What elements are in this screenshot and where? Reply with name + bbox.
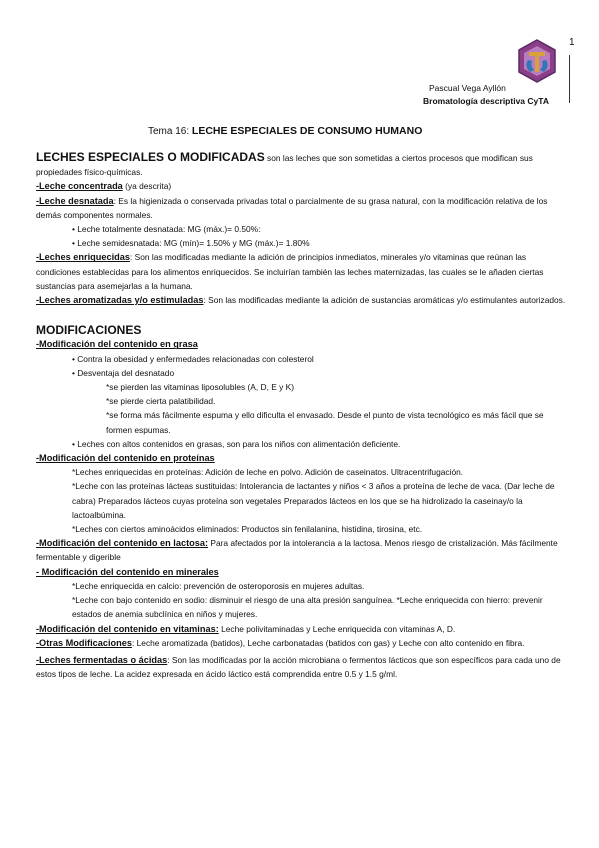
type-label: -Leches enriquecidas (36, 252, 130, 263)
type-label: -Leche concentrada (36, 181, 123, 192)
fermentadas-paragraph (36, 653, 566, 681)
type-enriquecidas (36, 250, 566, 293)
title-prefix: Tema 16: (148, 126, 192, 137)
type-label: -Leches aromatizadas y/o estimuladas (36, 295, 204, 306)
type-aromatizadas (36, 293, 566, 307)
sub-item: *se pierde cierta palatibilidad. (106, 396, 216, 407)
sub-item: *se pierden las vitaminas liposolubles (A, D, E y K) (106, 382, 295, 393)
proteinas-heading: -Modificación del contenido en proteínas (36, 453, 215, 464)
intro-heading: LECHES ESPECIALES O MODIFICADAS (36, 150, 265, 164)
grasa-heading: -Modificación del contenido en grasa (36, 339, 198, 350)
course-name: Bromatología descriptiva CyTA (423, 96, 549, 106)
document-body (36, 150, 566, 681)
vitaminas-text: Leche polivitaminadas y Leche enriquecida con vitaminas A, D. (218, 623, 456, 634)
sub-item: *Leche con bajo contenido en sodio: disminuir el riesgo de una alta presión sanguínea. *Leche enriquecida con hierro: prevenir estados de anemia subclínica en niños y mujeres. (72, 595, 543, 620)
cyta-logo-icon (516, 38, 558, 84)
sub-item: *Leche enriquecida en calcio: prevención de osteroporosis en mujeres adultas. (72, 580, 365, 591)
type-concentrada (36, 179, 566, 193)
otras-heading: -Otras Modificaciones (36, 637, 132, 648)
sub-item: *Leches con ciertos aminoácidos eliminados: Productos sin fenilalanina, histidina, tirosina, etc. (72, 524, 423, 535)
fermentadas-heading: -Leches fermentadas o ácidas (36, 654, 168, 665)
header-divider (569, 55, 570, 103)
type-desnatada (36, 194, 566, 222)
type-text: : Son las modificadas mediante la adición de sustancias aromáticas y/o estimulantes autorizados. (203, 295, 566, 306)
bullet-item: • Desventaja del desnatado (72, 367, 175, 378)
document-title (148, 125, 422, 137)
intro-text: son las leches que son sometidas a ciertos procesos que modifican sus propiedades físico-químicas. (36, 153, 533, 178)
page-number: 1 (569, 37, 575, 48)
sub-item: *se forma más fácilmente espuma y ello dificulta el envasado. Desde el punto de vista tecnológico es más fácil que se formen espumas. (106, 410, 544, 435)
sub-item: *Leches enriquecidas en proteínas: Adición de leche en polvo. Adición de caseinatos. Ultracentrifugación. (72, 467, 464, 478)
section-heading: MODIFICACIONES (36, 323, 142, 338)
sub-item: *Leche con las proteínas lácteas sustituidas: Intolerancia de lactantes y niños < 3 años a proteína de leche de vaca. (Dar leche de cabra) Preparados lácteos cuyas proteína son vegetales Preparados lácteos en los que se ha hidrolizado la caseinay/o la lactoalbúmina. (72, 481, 555, 520)
lactosa-text: Para afectados por la intolerancia a la lactosa. Menos riesgo de cristalización. Más fácilmente fermentable y digerible (36, 538, 558, 563)
type-text: (ya descrita) (122, 181, 172, 192)
type-text: : Son las modificadas mediante la adición de principios inmediatos, minerales y/o vitaminas que reúnan las condiciones establecidas para los alimentos enriquecidos. Se incluirían también las leches maternizadas, las cuales se le añaden ciertas sustancias para asemejarlas a la humana. (36, 252, 544, 291)
bullet-item: • Leche semidesnatada: MG (mín)= 1.50% y MG (máx.)= 1.80% (72, 238, 310, 249)
type-label: -Leche desnatada (36, 195, 114, 206)
minerales-heading: - Modificación del contenido en minerales (36, 566, 219, 577)
intro-paragraph (36, 150, 566, 179)
fermentadas-text: : Son las modificadas por la acción microbiana o fermentos lácticos que son específicos para cada uno de estos tipos de leche. La acidez expresada en ácido láctico está comprendida entre 0.5 y 1.5 g/ml. (36, 654, 561, 680)
author-name: Pascual Vega Ayllón (429, 83, 506, 93)
lactosa-heading: -Modificación del contenido en lactosa: (36, 538, 209, 549)
otras-text: : Leche aromatizada (batidos), Leche carbonatadas (batidos con gas) y Leche con alto contenido en fibra. (131, 637, 525, 648)
vitaminas-paragraph (36, 622, 566, 636)
title-main: LECHE ESPECIALES DE CONSUMO HUMANO (191, 125, 423, 137)
bullet-item: • Contra la obesidad y enfermedades relacionadas con colesterol (72, 353, 314, 364)
vitaminas-heading: -Modificación del contenido en vitaminas: (36, 623, 219, 634)
lactosa-paragraph (36, 536, 566, 564)
type-text: : Es la higienizada o conservada privadas total o parcialmente de su grasa natural, con la modificación relativa de los demás componentes normales. (36, 195, 548, 220)
bullet-item: • Leches con altos contenidos en grasas, son para los niños con alimentación deficiente. (72, 438, 401, 449)
otras-paragraph (36, 636, 566, 650)
bullet-item: • Leche totalmente desnatada: MG (máx.)= 0.50%: (72, 224, 261, 235)
